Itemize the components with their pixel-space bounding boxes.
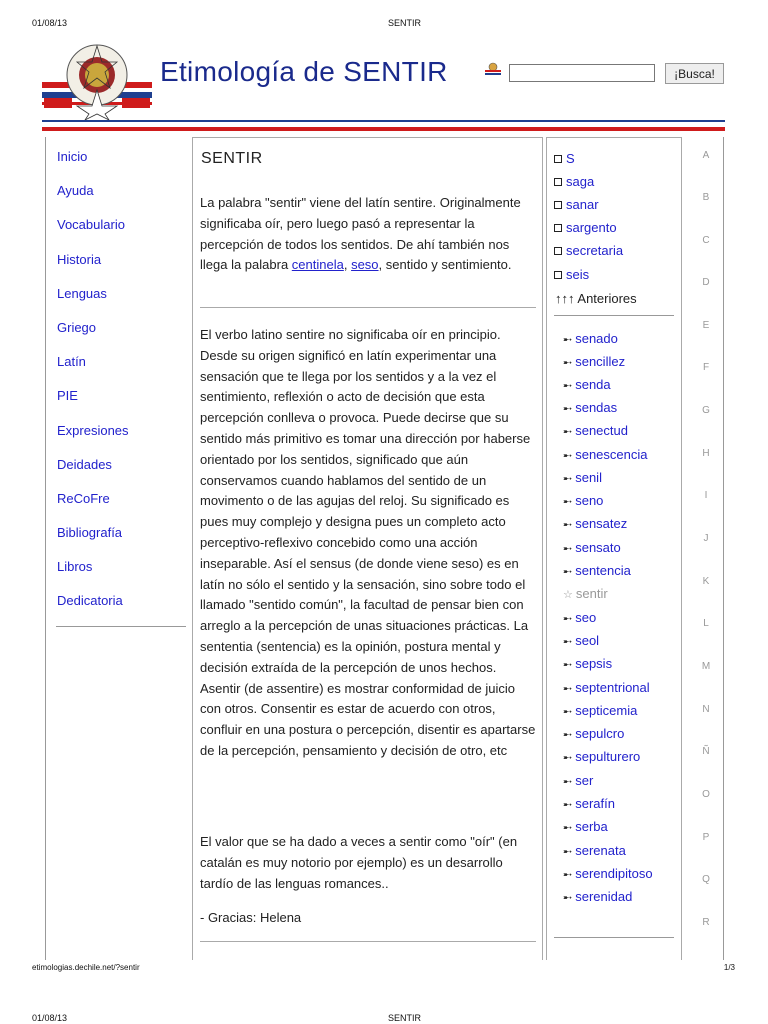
letter-link[interactable]: J [703, 533, 709, 544]
arrow-icon: ➸ [563, 543, 573, 555]
arrow-icon: ➸ [563, 357, 573, 369]
nav-item-dedicatoria[interactable]: Dedicatoria [57, 593, 123, 608]
arrow-icon: ➸ [563, 473, 573, 485]
nav-item-lenguas[interactable]: Lenguas [57, 286, 107, 301]
arrow-icon: ➸ [563, 869, 573, 881]
words-divider-top [554, 315, 674, 316]
checkbox-icon [554, 271, 562, 279]
letter-link[interactable]: R [702, 917, 710, 928]
word-link[interactable]: ➸ sendas [563, 400, 618, 415]
article-paragraph-3: El valor que se ha dado a veces a sentir como "oír" (en catalán es muy notorio por ejemplo) es un desarrollo tardío de las lenguas romances.. [200, 834, 518, 891]
search-button[interactable]: ¡Busca! [665, 63, 724, 84]
arrow-icon: ➸ [563, 683, 573, 695]
word-link[interactable]: ➸ ser [563, 773, 594, 788]
letter-link[interactable]: I [704, 490, 708, 501]
word-link[interactable]: ➸ senescencia [563, 447, 648, 462]
checkbox-icon [554, 155, 562, 163]
article-thanks: - Gracias: Helena [200, 910, 302, 925]
words-divider-bottom [554, 937, 674, 938]
nav-item-deidades[interactable]: Deidades [57, 457, 112, 472]
nav-item-vocabulario[interactable]: Vocabulario [57, 217, 125, 232]
letter-link[interactable]: L [703, 618, 709, 629]
arrow-icon: ➸ [563, 519, 573, 531]
letter-link[interactable]: A [702, 150, 710, 161]
nav-item-ayuda[interactable]: Ayuda [57, 183, 94, 198]
arrow-icon: ➸ [563, 729, 573, 741]
recent-item[interactable]: saga [554, 174, 594, 189]
word-list-panel [546, 137, 682, 960]
word-link[interactable]: ➸ serafín [563, 796, 615, 811]
nav-item-inicio[interactable]: Inicio [57, 149, 88, 164]
print-footer [0, 963, 768, 977]
word-link[interactable]: ➸ serba [563, 819, 608, 834]
word-link[interactable]: ➸ senil [563, 470, 602, 485]
alphabet-index [686, 137, 722, 960]
letter-link[interactable]: C [702, 235, 710, 246]
header-band-red [42, 127, 725, 131]
link-seso[interactable]: seso [351, 257, 379, 273]
nav-item-bibliografia[interactable]: Bibliografía [57, 525, 123, 540]
arrow-icon: ➸ [563, 426, 573, 438]
sidebar-nav [48, 137, 186, 960]
word-link[interactable]: ➸ senado [563, 331, 618, 346]
article-intro-end: , sentido y sentimiento. [378, 257, 512, 273]
site-logo[interactable] [42, 42, 152, 120]
word-link[interactable]: ➸ sensato [563, 540, 621, 555]
arrow-icon: ➸ [563, 380, 573, 392]
article-panel [192, 137, 543, 960]
nav-divider [56, 626, 186, 627]
word-link[interactable]: ➸ serenata [563, 843, 626, 858]
nav-item-griego[interactable]: Griego [57, 320, 97, 335]
word-link[interactable]: ➸ senda [563, 377, 611, 392]
link-centinela[interactable]: centinela [291, 257, 344, 273]
word-link[interactable]: ➸ seol [563, 633, 600, 648]
recent-item[interactable]: seis [554, 267, 589, 282]
article-title: SENTIR [201, 150, 263, 167]
site-title[interactable]: Etimología de SENTIR [160, 56, 448, 87]
recent-item[interactable]: secretaria [554, 243, 623, 258]
letter-link[interactable]: M [701, 661, 711, 672]
recent-item[interactable]: S [554, 151, 575, 166]
arrow-icon: ➸ [563, 776, 573, 788]
word-link[interactable]: ➸ seno [563, 493, 604, 508]
arrow-icon: ➸ [563, 566, 573, 578]
arrow-icon: ➸ [563, 403, 573, 415]
word-link[interactable]: ➸ sentencia [563, 563, 631, 578]
checkbox-icon [554, 201, 562, 209]
nav-item-recofre[interactable]: ReCoFre [57, 491, 110, 506]
article-divider-top [200, 307, 536, 308]
recent-item[interactable]: sanar [554, 197, 599, 212]
letter-link[interactable]: Ñ [702, 746, 710, 757]
article-paragraph-2: El verbo latino sentire no significaba oír en principio. Desde su origen significó en latín experimentar una sensación que te llega por los sentidos y a la vez el sentimiento, reflexión o acto de decisión que esta percepción conlleva o provoca. Puede decirse que su sentido más primitivo es tomar una dirección por haberse orientado por los sentidos, significado que aún conservamos cuando hablamos del sentido de un movimento o de las agujas del reloj. Su significado es pues muy complejo y designa pues un completo acto perceptivo-reflexivo concebido como una acción inseparable. Así el sensus (de donde viene seso) es en latín no sólo el sentido y la sensación, sino sobre todo el llamado "sentido común", la facultad de pensar bien con arreglo a la percepción de unas situaciones prácticas. La sententia (sentencia) es la opinión, postura mental y decisión extraída de la percepción de unos hechos. Asentir (de assentire) es mostrar conformidad de juicio con otros. Consentir es estar de acuerdo con otros, confluir en una postura o percepción, disentir es apartarse de la percepción, pensamiento y decisión de otro, etc [200, 327, 536, 758]
letter-link[interactable]: B [702, 192, 710, 203]
recent-item[interactable]: sargento [554, 220, 617, 235]
article-intro-sep: , [343, 257, 352, 273]
arrow-icon: ➸ [563, 659, 573, 671]
word-link[interactable]: ➸ sencillez [563, 354, 626, 369]
word-link[interactable]: ➸ sepulturero [563, 749, 641, 764]
nav-item-expresiones[interactable]: Expresiones [57, 423, 129, 438]
nav-item-historia[interactable]: Historia [57, 252, 102, 267]
nav-item-libros[interactable]: Libros [57, 559, 93, 574]
print-header [0, 18, 768, 32]
letter-link[interactable]: H [702, 448, 710, 459]
print-page-title: SENTIR [388, 18, 422, 28]
arrow-icon: ➸ [563, 636, 573, 648]
checkbox-icon [554, 247, 562, 255]
checkbox-icon [554, 178, 562, 186]
word-link[interactable]: ➸ seo [563, 610, 597, 625]
nav-item-latin[interactable]: Latín [57, 354, 86, 369]
word-link[interactable]: ➸ senectud [563, 423, 628, 438]
word-link[interactable]: ➸ sensatez [563, 516, 628, 531]
letter-link[interactable]: F [702, 362, 710, 373]
header-band-blue [42, 120, 725, 122]
letter-link[interactable]: D [702, 277, 710, 288]
search-input[interactable] [509, 64, 655, 82]
arrow-icon: ➸ [563, 892, 573, 904]
arrow-icon: ➸ [563, 450, 573, 462]
star-icon: ☆ [563, 589, 573, 601]
arrow-icon: ➸ [563, 706, 573, 718]
arrow-icon: ➸ [563, 334, 573, 346]
letter-link[interactable]: E [702, 320, 710, 331]
print-date: 01/08/13 [32, 1013, 68, 1023]
arrow-icon: ➸ [563, 752, 573, 764]
print-page-number: 1/3 [723, 963, 735, 972]
letter-link[interactable]: G [702, 405, 710, 416]
article-intro-text: La palabra "sentir" viene del latín sentire. Originalmente significaba oír, pero luego pasó a representar la percepción de todos los sentidos. De ahí también nos llega la palabra [200, 195, 521, 273]
article-divider-bottom [200, 941, 536, 942]
print-url: etimologias.dechile.net/?sentir [32, 963, 140, 972]
frame-left-border [45, 137, 46, 960]
letter-link[interactable]: K [702, 576, 710, 587]
word-link[interactable]: ➸ sepulcro [563, 726, 625, 741]
arrow-icon: ➸ [563, 846, 573, 858]
arrow-icon: ➸ [563, 822, 573, 834]
checkbox-icon [554, 224, 562, 232]
arrow-icon: ➸ [563, 613, 573, 625]
anteriores-link[interactable]: ↑↑↑ Anteriores [555, 291, 637, 306]
letter-link[interactable]: N [702, 704, 710, 715]
current-word: ☆ sentir [563, 586, 608, 601]
word-link[interactable]: ➸ septicemia [563, 703, 638, 718]
print-date: 01/08/13 [32, 18, 68, 28]
nav-item-pie[interactable]: PIE [57, 388, 78, 403]
letter-link[interactable]: O [702, 789, 710, 800]
letter-link[interactable]: Q [702, 874, 710, 885]
arrow-icon: ➸ [563, 799, 573, 811]
language-flag-icon[interactable] [483, 62, 503, 76]
word-link[interactable]: ➸ serendipitoso [563, 866, 653, 881]
letter-link[interactable]: P [702, 832, 710, 843]
arrow-icon: ➸ [563, 496, 573, 508]
article-intro [200, 193, 538, 276]
print-page-title: SENTIR [388, 1013, 422, 1023]
word-link[interactable]: ➸ sepsis [563, 656, 613, 671]
word-link[interactable]: ➸ serenidad [563, 889, 633, 904]
word-link[interactable]: ➸ septentrional [563, 680, 650, 695]
